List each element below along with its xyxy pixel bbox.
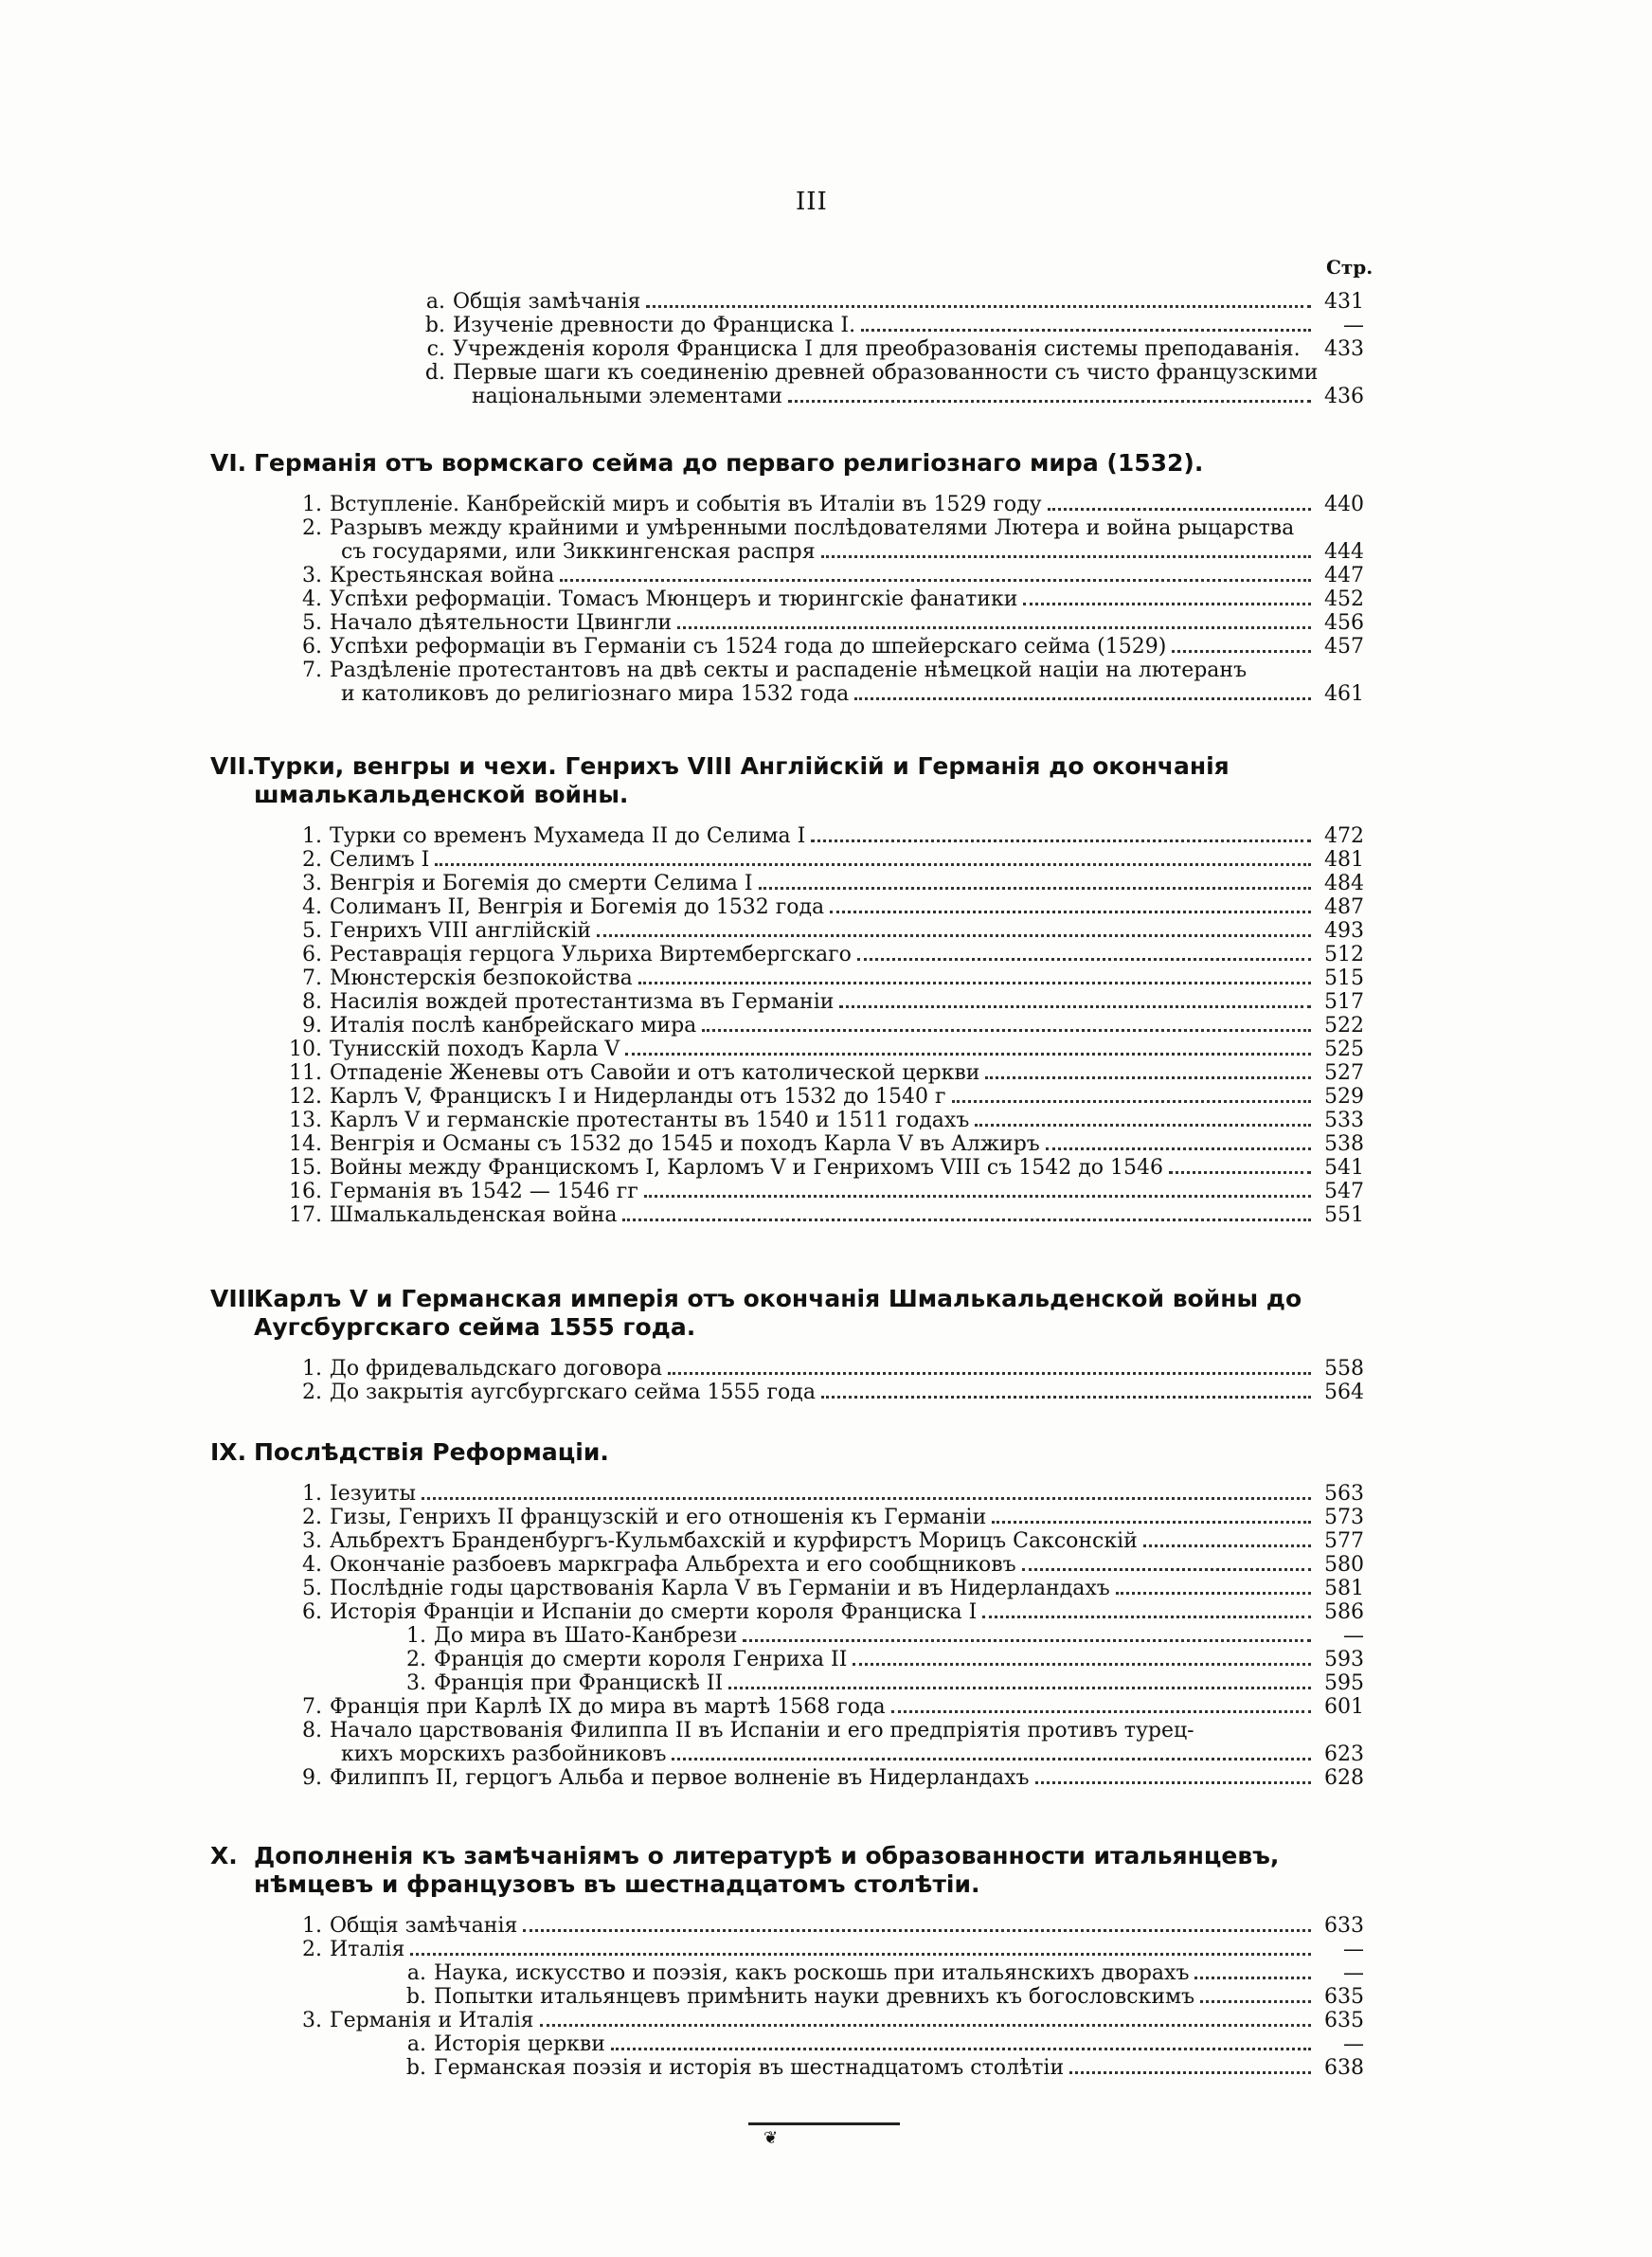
entry-number: 12. [289, 1085, 322, 1109]
entry-page: 601 [1324, 1695, 1364, 1719]
leader-dots [625, 1053, 1311, 1056]
entry-page: 512 [1324, 943, 1364, 966]
leader-dots [891, 1710, 1311, 1713]
leader-dots [857, 958, 1311, 961]
entry-page: 484 [1324, 872, 1364, 895]
entry-page: — [1343, 2032, 1364, 2056]
toc-entry[interactable] [265, 1132, 1364, 1156]
leader-dots [853, 1663, 1311, 1666]
section-8 [210, 1285, 1364, 1404]
toc-entry[interactable] [265, 1624, 1364, 1648]
leader-dots [540, 2024, 1312, 2027]
toc-entry[interactable] [265, 564, 1364, 587]
entry-number: 7. [302, 659, 322, 682]
entry-number: 5. [302, 611, 322, 635]
entry-number: 14. [289, 1132, 322, 1156]
leader-dots [1035, 1781, 1311, 1784]
entry-number: 1. [302, 1357, 322, 1381]
entry-title: Іезуиты [330, 1482, 416, 1506]
entry-number: 8. [302, 1719, 322, 1742]
leader-dots [1169, 1171, 1311, 1174]
leader-dots [1200, 2000, 1311, 2003]
entry-title: Солиманъ II, Венгрія и Богемія до 1532 года [330, 895, 825, 919]
entry-title: Карлъ V, Францискъ I и Нидерланды отъ 1532 до 1540 г [330, 1085, 946, 1109]
entry-title: Венгрія и Богемія до смерти Селима I [330, 872, 753, 895]
entry-title: Германія въ 1542 — 1546 гг [330, 1180, 638, 1203]
entry-number: 6. [302, 635, 322, 659]
entry-title: Окончаніе разбоевъ маркграфа Альбрехта и его сообщниковъ [330, 1553, 1016, 1577]
entry-title: До мира въ Шато-Канбрези [434, 1624, 738, 1648]
toc-entry[interactable] [265, 1553, 1364, 1577]
entry-number: 5. [302, 1577, 322, 1600]
entry-number: 13. [289, 1109, 322, 1132]
entry-page: 522 [1324, 1014, 1364, 1038]
entry-number: 10. [289, 1038, 322, 1061]
toc-entry[interactable] [265, 1156, 1364, 1180]
section-title: Германія отъ вормскаго сейма до перваго религіознаго мира (1532). [254, 449, 1204, 477]
toc-entry[interactable] [265, 919, 1364, 943]
entry-title: Попытки итальянцевъ примѣнить науки древнихъ къ богословскимъ [434, 1985, 1195, 2009]
toc-entry[interactable]: b. Изученіе древности до Франциска I. — [424, 314, 1364, 337]
entry-title-continued: и католиковъ до религіознаго мира 1532 года [341, 682, 850, 706]
entry-page: — [1343, 1961, 1364, 1985]
entry-page: 440 [1324, 493, 1364, 516]
leader-dots [597, 934, 1311, 937]
leader-dots [1046, 1147, 1311, 1150]
entry-title: Карлъ V и германскіе протестанты въ 1540 и 1511 годахъ [330, 1109, 970, 1132]
leader-dots [668, 1372, 1311, 1375]
entry-title: Исторія церкви [434, 2032, 605, 2056]
toc-entry[interactable] [265, 2032, 1364, 2056]
leader-dots [830, 911, 1311, 913]
toc-entry[interactable] [265, 1695, 1364, 1719]
section-heading [210, 1438, 1364, 1467]
section-title: Послѣдствія Реформаціи. [254, 1438, 609, 1466]
section-heading [210, 449, 1364, 478]
entry-number: 7. [302, 966, 322, 990]
entry-page: 586 [1324, 1600, 1364, 1624]
entry-page: 487 [1324, 895, 1364, 919]
section-10 [210, 1842, 1364, 2080]
entry-title-continued: кихъ морскихъ разбойниковъ [341, 1742, 667, 1766]
entry-page: 461 [1324, 682, 1364, 706]
entry-number: 3. [302, 1529, 322, 1553]
entry-title: Германія и Италія [330, 2009, 534, 2032]
leader-dots [975, 1124, 1311, 1127]
entry-number: 17. [289, 1203, 322, 1227]
entry-page: 517 [1324, 990, 1364, 1014]
toc-entry[interactable] [265, 1766, 1364, 1790]
entry-number: 9. [302, 1766, 322, 1790]
entry-number: 3. [302, 872, 322, 895]
entry-title: Общія замѣчанія [330, 1914, 518, 1938]
entry-number: 9. [302, 1014, 322, 1038]
entry-number: 6. [302, 1600, 322, 1624]
leader-dots [560, 579, 1311, 582]
entry-page: 472 [1324, 824, 1364, 848]
toc-entry[interactable]: a. Общія замѣчанія 431 [425, 290, 1364, 314]
entry-title: Послѣдніе годы царствованія Карла V въ Германіи и въ Нидерландахъ [330, 1577, 1110, 1600]
toc-entry[interactable] [265, 1938, 1364, 1961]
entry-page: 444 [1324, 540, 1364, 564]
entry-title: Реставрація герцога Ульриха Виртембергскаго [330, 943, 852, 966]
entry-page: 573 [1324, 1506, 1364, 1529]
entry-page: 564 [1324, 1381, 1364, 1404]
entry-page: — [1343, 1938, 1364, 1961]
toc-entry[interactable] [265, 1038, 1364, 1061]
entry-title: Франція до смерти короля Генриха II [434, 1648, 848, 1671]
entry-page: 623 [1324, 1742, 1364, 1766]
leader-dots [1172, 650, 1311, 653]
toc-entry[interactable] [265, 1014, 1364, 1038]
toc-entry[interactable] [265, 1085, 1364, 1109]
toc-entry[interactable] [265, 1482, 1364, 1506]
entry-number: 4. [302, 895, 322, 919]
entry-page: 456 [1324, 611, 1364, 635]
entry-title: Начало царствованія Филиппа II въ Испаніи и его предпріятія противъ турец- [330, 1719, 1194, 1742]
toc-entry[interactable] [265, 611, 1364, 635]
toc-entry[interactable] [265, 1357, 1364, 1381]
entry-title: Мюнстерскія безпокойства [330, 966, 633, 990]
entry-title: До фридевальдскаго договора [330, 1357, 663, 1381]
toc-entry[interactable] [265, 1671, 1364, 1695]
leader-dots [622, 1219, 1311, 1221]
entry-number: 7. [302, 1695, 322, 1719]
toc-entry-continued[interactable] [265, 682, 1364, 706]
toc-entry-continued[interactable] [265, 1742, 1364, 1766]
entry-number: 15. [289, 1156, 322, 1180]
entry-title: Шмалькальденская война [330, 1203, 618, 1227]
entry-number: 2. [302, 848, 322, 872]
entry-title: Селимъ I [330, 848, 430, 872]
entry-title: Франція при Карлѣ IX до мира въ мартѣ 1568 года [330, 1695, 886, 1719]
entry-number: 2. [302, 1506, 322, 1529]
section-heading [210, 752, 1364, 809]
toc-entry[interactable] [265, 516, 1364, 540]
section-number: VIII. [210, 1285, 264, 1312]
toc-entry[interactable] [265, 895, 1364, 919]
toc-entry[interactable] [265, 824, 1364, 848]
toc-entry[interactable] [265, 2056, 1364, 2080]
section-6 [210, 449, 1364, 706]
toc-entry[interactable] [265, 848, 1364, 872]
entry-page: 635 [1324, 1985, 1364, 2009]
section-heading [210, 1285, 1364, 1342]
entry-page: 529 [1324, 1085, 1364, 1109]
leader-dots [1048, 508, 1311, 511]
entry-number: 11. [289, 1061, 322, 1085]
toc-entry[interactable]: d. Первые шаги къ соединенію древней образованности съ чисто французскими [424, 361, 1319, 385]
leader-dots [1022, 1568, 1311, 1571]
entry-page: 457 [1324, 635, 1364, 659]
toc-entry[interactable] [265, 1180, 1364, 1203]
toc-entry[interactable] [265, 1961, 1364, 1985]
toc-entry[interactable] [265, 1506, 1364, 1529]
entry-number: 2. [406, 1648, 426, 1671]
entry-page: 633 [1324, 1914, 1364, 1938]
entry-title: Филиппъ II, герцогъ Альба и первое волненіе въ Нидерландахъ [330, 1766, 1030, 1790]
entry-number: 2. [302, 516, 322, 540]
leader-dots [1143, 1544, 1311, 1547]
leader-dots [638, 982, 1311, 984]
leader-dots [728, 1687, 1311, 1689]
toc-entry[interactable] [265, 1914, 1364, 1938]
entry-page: 635 [1324, 2009, 1364, 2032]
entry-page: 577 [1324, 1529, 1364, 1553]
entry-page: 563 [1324, 1482, 1364, 1506]
leader-dots [982, 1616, 1311, 1618]
entry-page: 551 [1324, 1203, 1364, 1227]
leader-dots [952, 1100, 1311, 1103]
leader-dots [1069, 2071, 1311, 2074]
entry-number: 2. [302, 1938, 322, 1961]
toc-entry[interactable] [265, 990, 1364, 1014]
toc-entry[interactable] [265, 1529, 1364, 1553]
entry-title: Франція при Францискѣ II [434, 1671, 724, 1695]
entry-number: 3. [302, 2009, 322, 2032]
toc-entry[interactable] [265, 966, 1364, 990]
entry-page: 533 [1324, 1109, 1364, 1132]
leader-dots [854, 697, 1311, 700]
page-number: III [796, 188, 828, 216]
entry-page: 525 [1324, 1038, 1364, 1061]
toc-entry[interactable] [265, 943, 1364, 966]
section-number: X. [210, 1842, 238, 1869]
leader-dots [1023, 603, 1311, 605]
entry-page: 580 [1324, 1553, 1364, 1577]
toc-entry[interactable] [265, 2009, 1364, 2032]
entry-number: 8. [302, 990, 322, 1014]
footer-rule [748, 2122, 900, 2125]
leader-dots [839, 1005, 1311, 1008]
entry-number: b. [405, 1985, 426, 2009]
leader-dots [759, 887, 1311, 890]
entry-title: Исторія Франціи и Испаніи до смерти короля Франциска I [330, 1600, 978, 1624]
entry-page: 541 [1324, 1156, 1364, 1180]
section-5-continuation [265, 290, 1364, 408]
section-title: Карлъ V и Германская имперія отъ окончанія Шмалькальденской войны до Аугсбургскаго сейма 1555 года. [254, 1285, 1302, 1341]
entry-title: Успѣхи реформаціи. Томасъ Мюнцеръ и тюрингскіе фанатики [330, 587, 1018, 611]
leader-dots [985, 1076, 1311, 1079]
entry-title: До закрытія аугсбургскаго сейма 1555 года [330, 1381, 816, 1404]
entry-number: 6. [302, 943, 322, 966]
toc-entry[interactable] [265, 1577, 1364, 1600]
leader-dots [821, 1396, 1311, 1399]
toc-entry[interactable] [265, 1109, 1364, 1132]
section-number: VII. [210, 752, 256, 780]
toc-entry[interactable] [265, 1648, 1364, 1671]
entry-title: Успѣхи реформаціи въ Германіи съ 1524 года до шпейерскаго сейма (1529) [330, 635, 1167, 659]
toc-entry-continued[interactable] [265, 540, 1364, 564]
section-number: VI. [210, 449, 247, 477]
leader-dots [644, 1195, 1311, 1198]
toc-entry[interactable] [265, 587, 1364, 611]
entry-page: 481 [1324, 848, 1364, 872]
toc-entry[interactable] [265, 1061, 1364, 1085]
leader-dots [435, 863, 1311, 866]
leader-dots [672, 1758, 1311, 1760]
entry-title: Разрывъ между крайними и умѣренными послѣдователями Лютера и война рыцарства [330, 516, 1295, 540]
entry-number: b. [405, 2056, 426, 2080]
leader-dots [523, 1929, 1311, 1932]
entry-title: Раздѣленіе протестантовъ на двѣ секты и распаденіе нѣмецкой націи на лютеранъ [330, 659, 1248, 682]
entry-page: 558 [1324, 1357, 1364, 1381]
entry-page: 595 [1324, 1671, 1364, 1695]
leader-dots [1194, 1977, 1311, 1979]
entry-page: 638 [1324, 2056, 1364, 2080]
entry-title: Генрихъ VIII англійскій [330, 919, 592, 943]
entry-number: 3. [302, 564, 322, 587]
leader-dots [821, 555, 1311, 558]
toc-entry[interactable] [265, 1381, 1364, 1404]
entry-page: 515 [1324, 966, 1364, 990]
footer-ornament: ❦ [763, 2128, 779, 2148]
entry-title: Италія послѣ канбрейскаго мира [330, 1014, 697, 1038]
entry-number: a. [406, 1961, 426, 1985]
entry-number: 4. [302, 587, 322, 611]
entry-number: 1. [302, 1914, 322, 1938]
toc-entry[interactable] [265, 1203, 1364, 1227]
leader-dots [702, 1029, 1311, 1032]
entry-title: Вступленіе. Канбрейскій миръ и событія въ Италіи въ 1529 году [330, 493, 1042, 516]
leader-dots [410, 1953, 1311, 1956]
section-title: Дополненія къ замѣчаніямъ о литературѣ и образованности итальянцевъ, нѣмцевъ и французовъ въ шестнадцатомъ столѣтіи. [254, 1842, 1280, 1898]
entry-page: 547 [1324, 1180, 1364, 1203]
section-heading [210, 1842, 1364, 1899]
entry-title: Насилія вождей протестантизма въ Германіи [330, 990, 835, 1014]
entry-number: 1. [302, 493, 322, 516]
entry-title: Турки со временъ Мухамеда II до Селима I [330, 824, 806, 848]
entry-number: 5. [302, 919, 322, 943]
entry-page: 538 [1324, 1132, 1364, 1156]
section-number: IX. [210, 1438, 247, 1466]
toc-entry[interactable] [265, 1600, 1364, 1624]
entry-title: Гизы, Генрихъ II французскій и его отношенія къ Германіи [330, 1506, 987, 1529]
entry-title: Германская поэзія и исторія въ шестнадцатомъ столѣтіи [434, 2056, 1065, 2080]
entry-page: 581 [1324, 1577, 1364, 1600]
toc-entry[interactable] [265, 493, 1364, 516]
toc-entry[interactable]: c. Учрежденія короля Франциска I для преобразованія системы преподаванія. 433 [426, 337, 1364, 361]
toc-entry[interactable] [265, 872, 1364, 895]
entry-title: Крестьянская война [330, 564, 555, 587]
entry-number: 1. [302, 824, 322, 848]
entry-page: 527 [1324, 1061, 1364, 1085]
section-9 [210, 1438, 1364, 1790]
entry-number: a. [406, 2032, 426, 2056]
entry-number: 3. [406, 1671, 426, 1695]
toc-entry[interactable] [265, 635, 1364, 659]
leader-dots [743, 1639, 1311, 1642]
entry-page: — [1343, 1624, 1364, 1648]
entry-title: Отпаденіе Женевы отъ Савойи и отъ католической церкви [330, 1061, 980, 1085]
entry-page: 593 [1324, 1648, 1364, 1671]
entry-number: 4. [302, 1553, 322, 1577]
toc-entry-continued[interactable]: національными элементами 436 [472, 385, 1364, 408]
section-7 [210, 752, 1364, 1227]
entry-title: Наука, искусство и поэзія, какъ роскошь при итальянскихъ дворахъ [434, 1961, 1190, 1985]
entry-title: Начало дѣятельности Цвингли [330, 611, 673, 635]
entry-number: 1. [302, 1482, 322, 1506]
entry-title-continued: съ государями, или Зиккингенская распря [341, 540, 816, 564]
entry-page: 493 [1324, 919, 1364, 943]
toc-entry[interactable] [265, 1719, 1364, 1742]
entry-page: 628 [1324, 1766, 1364, 1790]
leader-dots [992, 1521, 1311, 1524]
entry-number: 16. [289, 1180, 322, 1203]
entry-title: Альбрехтъ Бранденбургъ-Кульмбахскій и курфирстъ Морицъ Саксонскій [330, 1529, 1138, 1553]
entry-title: Венгрія и Османы съ 1532 до 1545 и походъ Карла V въ Алжиръ [330, 1132, 1040, 1156]
toc-entry[interactable] [265, 659, 1364, 682]
leader-dots [1116, 1592, 1311, 1595]
leader-dots [677, 626, 1311, 629]
section-title: Турки, венгры и чехи. Генрихъ VIII Англійскій и Германія до окончанія шмалькальденской войны. [254, 752, 1230, 808]
entry-title: Тунисскій походъ Карла V [330, 1038, 620, 1061]
entry-title: Италія [330, 1938, 405, 1961]
entry-number: 1. [406, 1624, 426, 1648]
entry-title: Войны между Францискомъ I, Карломъ V и Генрихомъ VIII съ 1542 до 1546 [330, 1156, 1163, 1180]
leader-dots [811, 840, 1311, 842]
entry-number: 2. [302, 1381, 322, 1404]
leader-dots [611, 2048, 1311, 2050]
leader-dots [422, 1497, 1311, 1500]
entry-page: 452 [1324, 587, 1364, 611]
page-column-label: Стр. [1326, 256, 1374, 279]
entry-page: 447 [1324, 564, 1364, 587]
toc-entry[interactable] [265, 1985, 1364, 2009]
